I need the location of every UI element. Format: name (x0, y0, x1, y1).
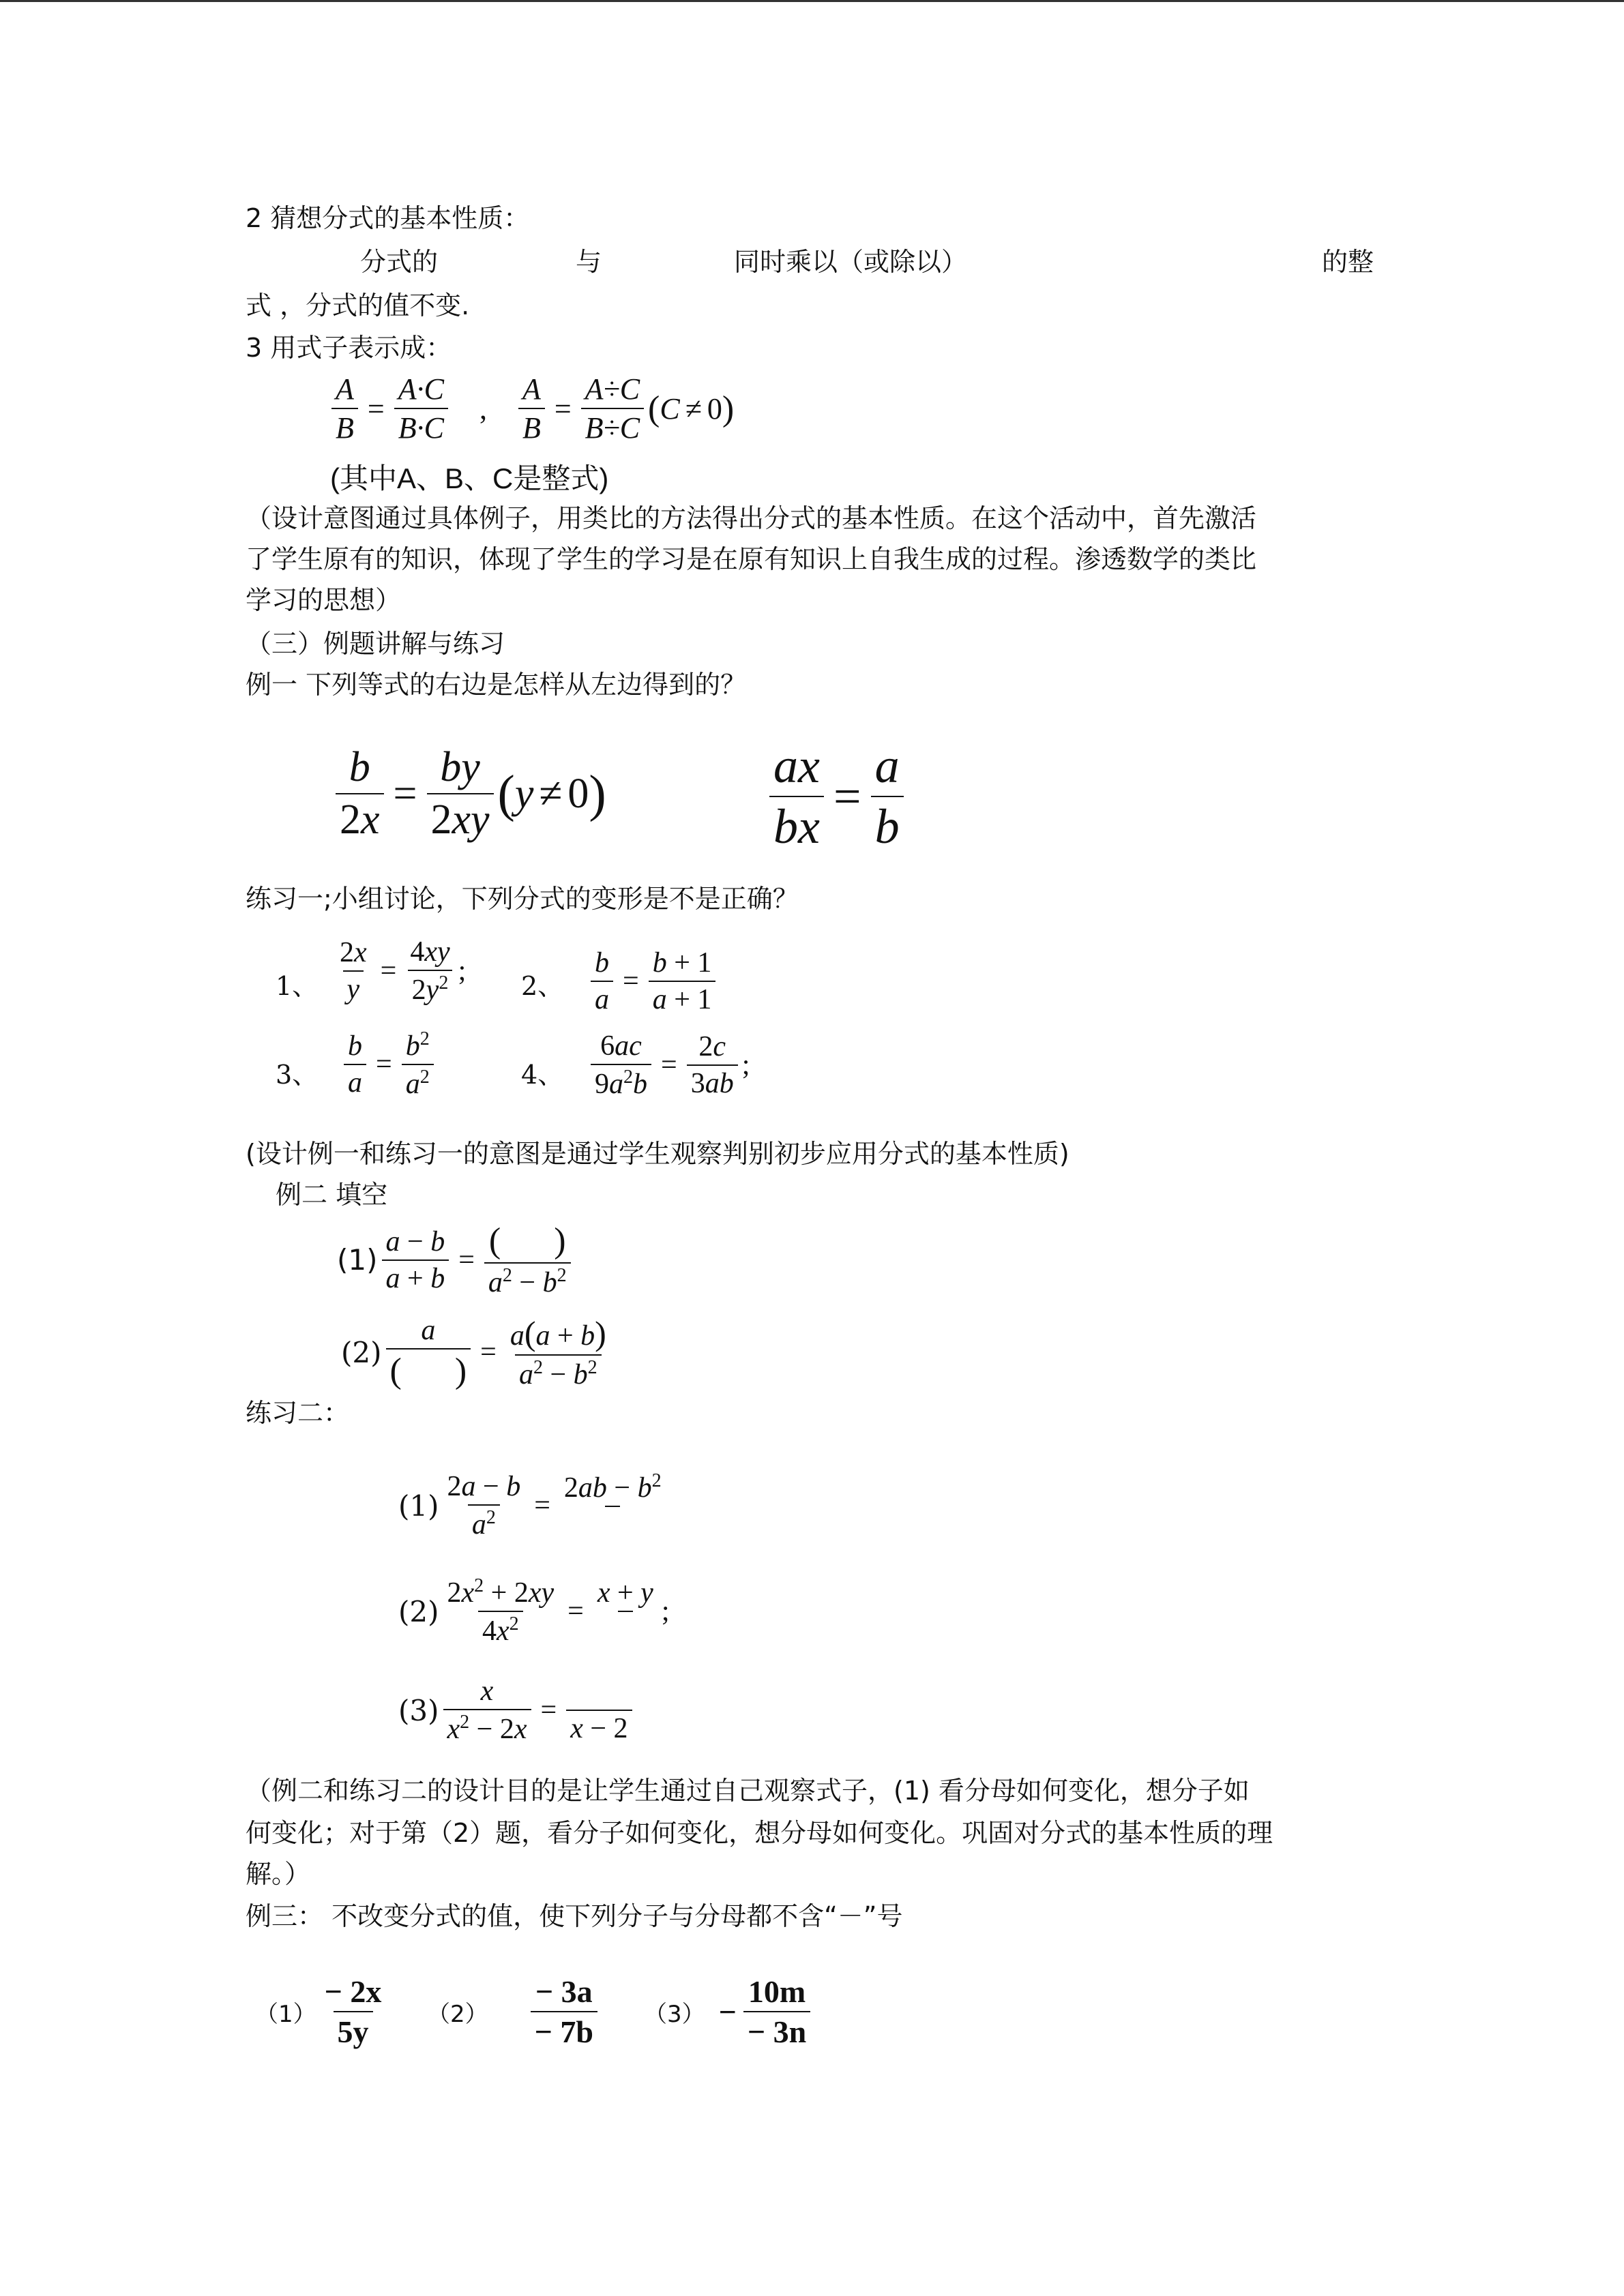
design-note-1-line3: 学习的思想） (246, 585, 402, 615)
practice-2-item-2: (2) $\frac{2x^2 + 2xy}{4x^2}$ = x + y ; (398, 1575, 670, 1647)
practice-1-text: 练习一;小组讨论，下列分式的变形是不是正确？ (246, 884, 799, 914)
example-3-label-3: （3） (644, 2000, 705, 2028)
example-1-text: 例一 下列等式的右边是怎样从左边得到的？ (246, 670, 747, 700)
page-top-border (0, 0, 1624, 2)
design-note-3-line2: 何变化；对于第（2）题，看分子如何变化，想分母如何变化。巩固对分式的基本性质的理 (246, 1818, 1273, 1848)
practice-1-item-4: $\frac{6ac}{9a^2b}$ = $\frac{2c}{3ab}$ ; (587, 1030, 750, 1101)
design-note-3-line3: 解。） (246, 1859, 311, 1889)
example-3-label-2: （2） (427, 2000, 488, 2028)
example-3-item-1: （1） − 2x 5y (255, 1974, 382, 2049)
example-2-label-1: (1) (337, 1243, 378, 1277)
formula-note: (其中A、B、C是整式) (330, 462, 609, 494)
practice-2-item-3: (3) $\frac{x}{x^2 - 2x}$ = x − 2 (398, 1675, 636, 1746)
practice-1-item-3: $\frac{b}{a}$ = $\frac{b^2}{a^2}$ (340, 1028, 438, 1101)
practice-1-item-2: $\frac{b}{a}$ = $\frac{b + 1}{a + 1}$ (587, 946, 720, 1016)
example-2-item-2: (2) a ( ) = $\frac{a(a + b)}{a^2 - b^2}$ (341, 1314, 606, 1390)
fill-blank-line2: 式 ，分式的值不变. (246, 290, 470, 320)
fraction-property-formula: $\frac{A}{B}$ = $\frac{A\cdot C}{B\cdot C}$ , $\frac{A}{B}$ = $\frac{A\div C}{B\div C}$ ( C ≠ 0 ) (327, 372, 734, 445)
practice-2-label-3: (3) (398, 1693, 439, 1727)
design-note-1-line2: 了学生原有的知识，体现了学生的学习是在原有知识上自我生成的过程。渗透数学的类比 (246, 544, 1257, 574)
example-2-item-1: (1) $\frac{a - b}{a + b}$ = ( ) $a^2 - b^2$ (337, 1221, 575, 1299)
design-note-3-line1: （例二和练习二的设计目的是让学生通过自己观察式子，(1) 看分母如何变化，想分子如 (246, 1776, 1250, 1806)
design-note-2: (设计例一和练习一的意图是通过学生观察判别初步应用分式的基本性质) (246, 1139, 1069, 1169)
practice-2-item-1: (1) $\frac{2a - b}{a^2}$ = $2ab - b^2$ (398, 1470, 662, 1540)
section-3-title: 3 用式子表示成： (246, 333, 452, 363)
practice-2-text: 练习二： (246, 1398, 350, 1428)
example-3-text: 例三： 不改变分式的值，使下列分子与分母都不含“－”号 (246, 1901, 903, 1931)
example-3-label-1: （1） (255, 2000, 316, 2028)
design-note-1-line1: （设计意图通过具体例子，用类比的方法得出分式的基本性质。在这个活动中，首先激活 (246, 503, 1257, 533)
practice-2-label-2: (2) (398, 1594, 439, 1628)
example-3-item-3: （3） − $\frac{10m}{- 3n}$ (644, 1973, 814, 2050)
practice-1-label-3: 3、 (276, 1060, 319, 1090)
example-1-formula-b: $\frac{ax}{bx}$ = $\frac{a}{b}$ (765, 738, 908, 855)
practice-1-label-4: 4、 (521, 1060, 564, 1090)
practice-1-item-1: $\frac{2x}{y}$ = $\frac{4xy}{2y^2}$ ; (340, 936, 467, 1006)
example-2-text: 例二 填空 (276, 1180, 388, 1210)
fill-blank-part1: 分式的 (360, 247, 439, 277)
practice-1-label-1: 1、 (276, 971, 319, 1001)
fill-blank-part3: 同时乘以（或除以） (734, 247, 968, 277)
example-1-formula-a: $\frac{b}{2x}$ = $\frac{by}{2xy}$ ( y ≠ 0 ) (331, 743, 606, 844)
example-3-item-2: （2） − 3a − 7b (427, 1973, 602, 2050)
practice-1-label-2: 2、 (521, 971, 564, 1001)
practice-2-label-1: (1) (398, 1489, 439, 1523)
example-2-label-2: (2) (341, 1335, 382, 1369)
section-3-heading: （三）例题讲解与练习 (246, 629, 505, 659)
fill-blank-part4: 的整 (1322, 247, 1374, 277)
section-2-title: 2 猜想分式的基本性质： (246, 203, 530, 233)
fill-blank-part2: 与 (576, 247, 602, 277)
